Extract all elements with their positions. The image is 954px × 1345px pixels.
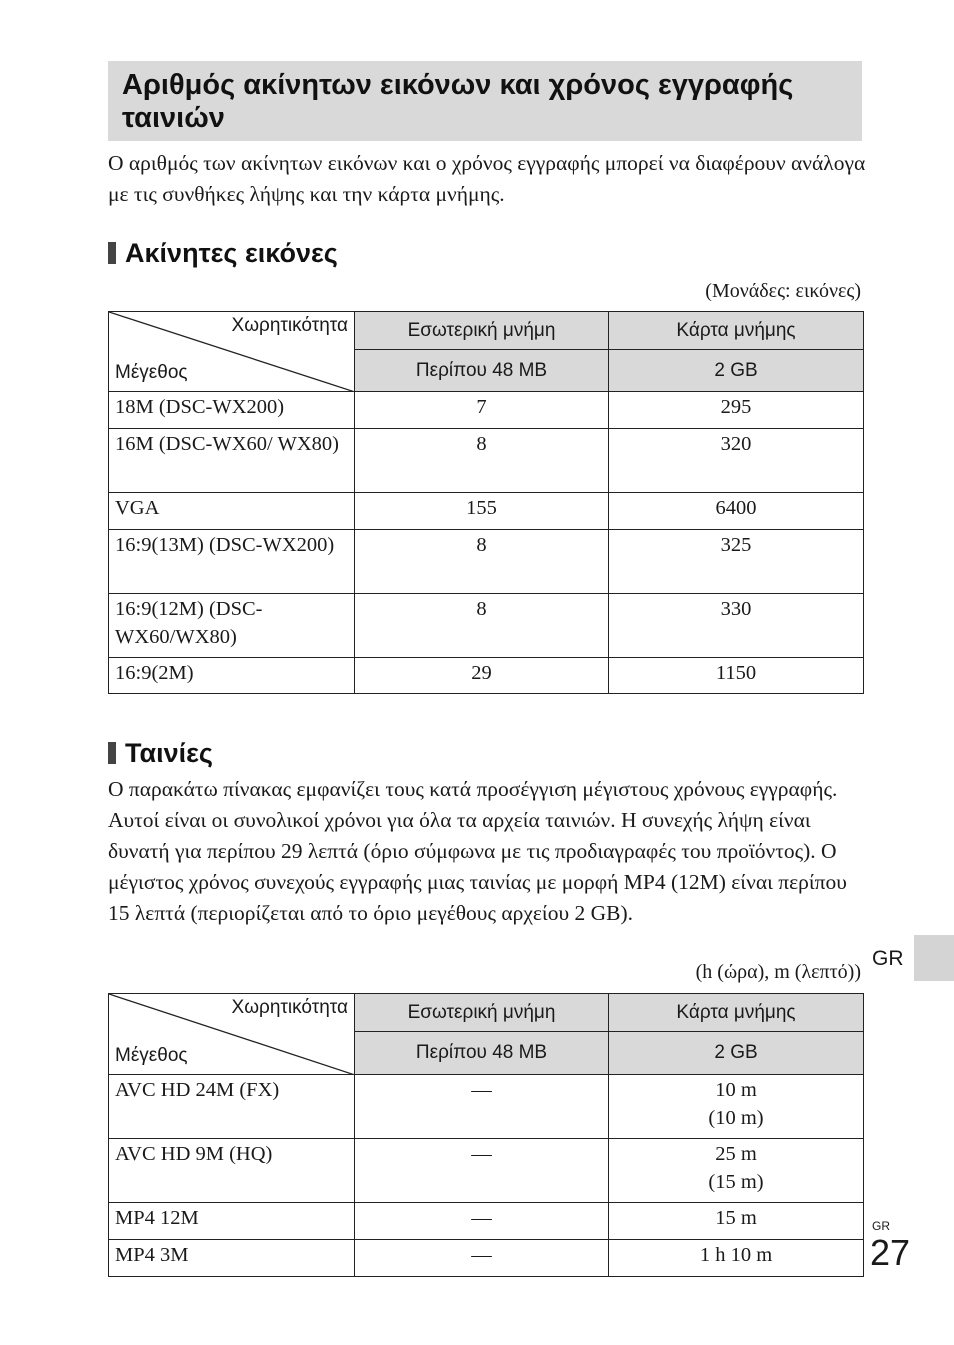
row-size: AVC HD 9M (HQ) [109,1139,355,1203]
stills-unit-note: (Μονάδες: εικόνες) [705,280,861,302]
row-size: 16M (DSC-WX60/ WX80) [109,429,355,493]
size-label: Μέγεθος [115,362,188,383]
internal-capacity-header: Περίπου 48 MB [355,1032,609,1075]
table-row [109,1203,864,1240]
row-size: 16:9(2M) [109,658,355,694]
page-language-label: GR [872,1219,890,1233]
movies-paragraph: Ο παρακάτω πίνακας εμφανίζει τους κατά προσέγγιση μέγιστους χρόνους εγγραφής. Αυτοί είναι οι συνολικοί χρόνοι για όλα τα αρχεία ταινιών. Η συνεχής λήψη είναι δυνατή για περίπου 29 λεπτά (όριο σύμφωνα με τις προδιαγραφές του προϊόντος). Ο μέγιστος χρόνος συνεχούς εγγραφής μιας ταινίας με μορφή MP4 (12M) είναι περίπου 15 λεπτά (περιορίζεται από το όριο μεγέθους αρχείου 2 GB). [108,777,847,925]
table-row [109,493,864,530]
stills-corner-cell [109,312,355,392]
row-card: 6400 [609,493,864,530]
row-card: 330 [609,594,864,658]
row-card: 1 h 10 m [609,1240,864,1277]
stills-heading-text: Ακίνητες εικόνες [125,238,338,268]
row-size: 16:9(13M) (DSC-WX200) [109,530,355,594]
row-internal: — [355,1203,609,1240]
table-row [109,530,864,594]
memory-card-header: Κάρτα μνήμης [609,312,864,350]
intro-paragraph: Ο αριθμός των ακίνητων εικόνων και ο χρόνος εγγραφής μπορεί να διαφέρουν ανάλογα με τις συνθήκες λήψης και την κάρτα μνήμης. [108,151,866,206]
table-row [109,1139,864,1203]
row-internal: 8 [355,594,609,658]
row-size: VGA [109,493,355,530]
section-marker-icon [108,242,116,264]
row-internal: — [355,1139,609,1203]
row-internal: 7 [355,392,609,429]
size-label: Μέγεθος [115,1045,188,1066]
table-row [109,1075,864,1139]
row-size: 16:9(12M) (DSC-WX60/WX80) [109,594,355,658]
side-language-label: GR [872,947,904,970]
row-card: 325 [609,530,864,594]
row-card: 10 m (10 m) [609,1075,864,1139]
internal-memory-header: Εσωτερική μνήμη [355,312,609,350]
row-internal: 29 [355,658,609,694]
row-size: 18M (DSC-WX200) [109,392,355,429]
table-row [109,658,864,694]
card-capacity-header: 2 GB [609,1032,864,1075]
row-size: AVC HD 24M (FX) [109,1075,355,1139]
row-internal: 8 [355,530,609,594]
row-internal: — [355,1075,609,1139]
movies-unit-note: (h (ώρα), m (λεπτό)) [695,961,861,983]
row-card: 320 [609,429,864,493]
table-row [109,594,864,658]
movies-corner-cell [109,994,355,1075]
page-number: 27 [870,1232,911,1273]
memory-card-header: Κάρτα μνήμης [609,994,864,1032]
row-card: 15 m [609,1203,864,1240]
row-size: MP4 3M [109,1240,355,1277]
row-card: 295 [609,392,864,429]
table-row [109,429,864,493]
internal-memory-header: Εσωτερική μνήμη [355,994,609,1032]
table-row [109,392,864,429]
row-card: 25 m (15 m) [609,1139,864,1203]
movies-table [108,993,864,1277]
capacity-label: Χωρητικότητα [231,997,348,1018]
card-capacity-header: 2 GB [609,350,864,392]
row-internal: 8 [355,429,609,493]
capacity-label: Χωρητικότητα [231,315,348,336]
row-size: MP4 12M [109,1203,355,1240]
side-tab [914,935,954,981]
stills-heading [108,238,338,268]
row-internal: — [355,1240,609,1277]
movies-heading [108,738,213,768]
internal-capacity-header: Περίπου 48 MB [355,350,609,392]
title-band [108,61,862,141]
stills-table [108,311,864,694]
movies-heading-text: Ταινίες [125,738,213,768]
section-marker-icon [108,742,116,764]
row-card: 1150 [609,658,864,694]
row-internal: 155 [355,493,609,530]
table-row [109,1240,864,1277]
page-title: Αριθμός ακίνητων εικόνων και χρόνος εγγραφής ταινιών [122,69,794,134]
